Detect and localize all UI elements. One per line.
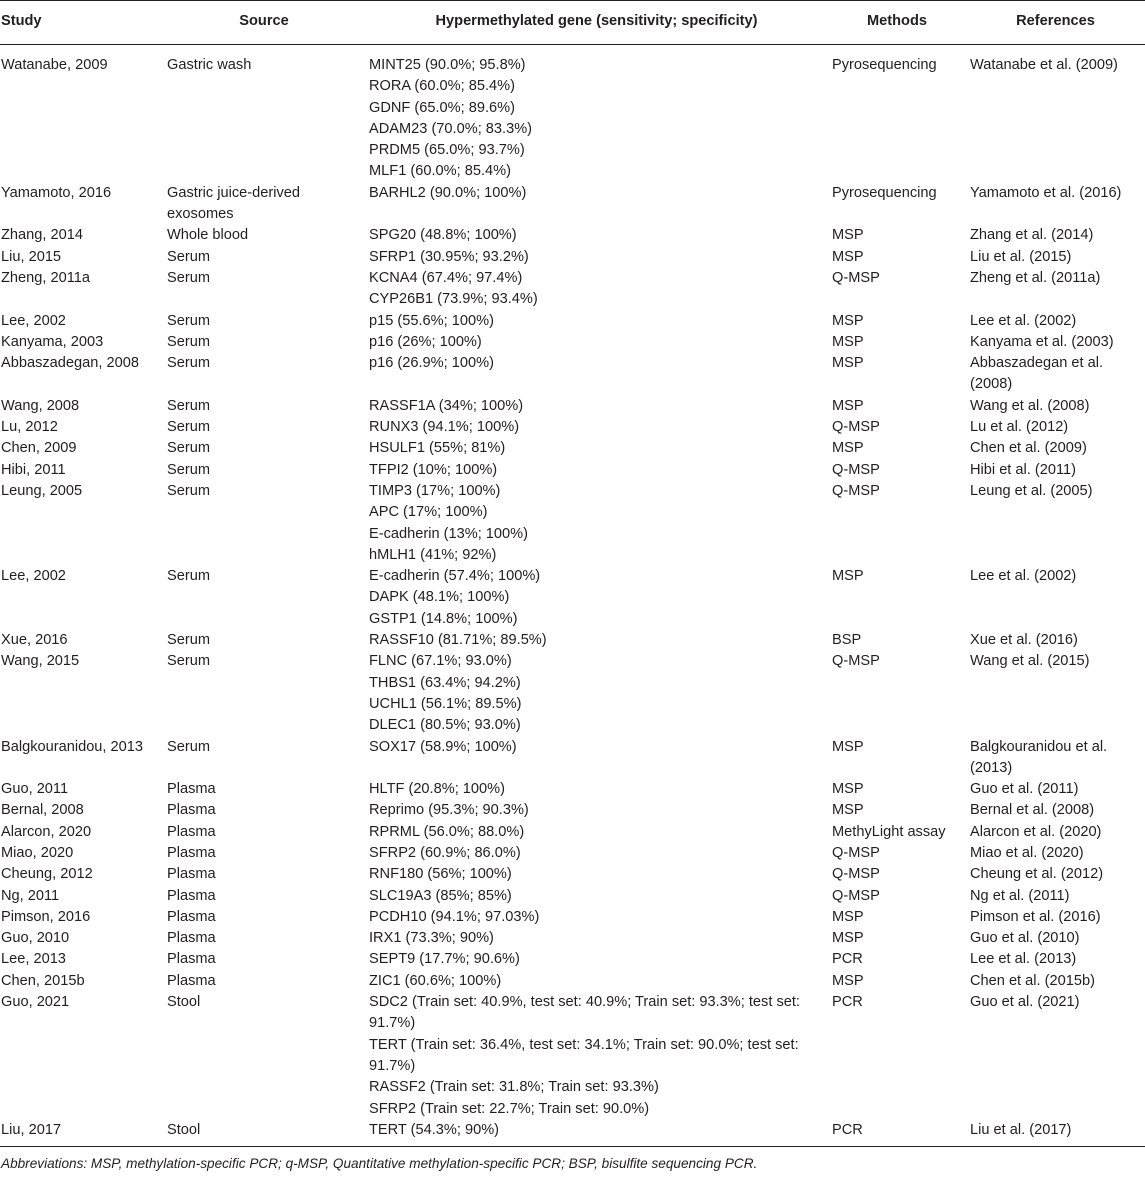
gene-entry: SFRP2 (Train set: 22.7%; Train set: 90.0%) [369,1100,650,1117]
cell-reference: Ng et al. (2011) [970,887,1070,904]
table-row [0,822,1145,843]
cell-genes [365,1120,828,1147]
cell-study: Kanyama, 2003 [1,333,104,350]
table-row [0,779,1145,800]
cell-source: Plasma [167,930,216,947]
cell-genes [365,822,828,843]
cell-study: Yamamoto, 2016 [1,184,112,201]
cell-source: Serum [167,632,210,649]
cell-reference: Chen et al. (2015b) [970,972,1095,989]
gene-entry: CYP26B1 (73.9%; 93.4%) [369,291,538,308]
cell-source: Serum [167,440,210,457]
cell-genes [365,183,828,226]
table-header [0,1,1145,45]
cell-source: Gastric juice-derived exosomes [167,184,301,223]
gene-entry: p15 (55.6%; 100%) [369,312,494,329]
cell-genes [365,651,828,736]
cell-genes [365,737,828,780]
cell-study: Wang, 2008 [1,397,80,414]
cell-source: Plasma [167,844,216,861]
cell-source: Serum [167,482,210,499]
cell-source: Plasma [167,908,216,925]
cell-reference: Kanyama et al. (2003) [970,333,1114,350]
cell-method: Q-MSP [832,887,880,904]
gene-entry: SDC2 (Train set: 40.9%, test set: 40.9%; Train set: 93.3%; test set: 91.7%) [369,994,800,1032]
table-body [0,45,1145,1147]
cell-reference: Liu et al. (2015) [970,248,1072,265]
cell-study: Miao, 2020 [1,844,74,861]
cell-reference: Wang et al. (2008) [970,397,1090,414]
cell-study: Cheung, 2012 [1,866,93,883]
cell-source: Serum [167,397,210,414]
cell-method: Q-MSP [832,461,880,478]
cell-genes [365,311,828,332]
cell-study: Alarcon, 2020 [1,823,92,840]
cell-method: Q-MSP [832,269,880,286]
cell-study: Balgkouranidou, 2013 [1,738,143,755]
cell-genes [365,971,828,992]
cell-study: Lee, 2002 [1,312,66,329]
cell-source: Plasma [167,823,216,840]
cell-genes [365,800,828,821]
table-row [0,247,1145,268]
cell-reference: Xue et al. (2016) [970,632,1078,649]
cell-source: Gastric wash [167,57,252,73]
cell-method: MSP [832,227,864,244]
gene-entry: SLC19A3 (85%; 85%) [369,887,512,904]
cell-source: Serum [167,355,210,372]
table-row [0,992,1145,1120]
gene-entry: RASSF10 (81.71%; 89.5%) [369,632,547,649]
cell-method: MSP [832,930,864,947]
cell-reference: Guo et al. (2010) [970,930,1080,947]
cell-reference: Zhang et al. (2014) [970,227,1094,244]
cell-method: Q-MSP [832,482,880,499]
gene-entry: GDNF (65.0%; 89.6%) [369,99,515,116]
table-row [0,332,1145,353]
cell-study: Zheng, 2011a [1,269,90,286]
gene-entry: p16 (26%; 100%) [369,333,482,350]
cell-study: Zhang, 2014 [1,227,83,244]
cell-reference: Lee et al. (2002) [970,568,1077,585]
cell-genes [365,396,828,417]
cell-genes [365,225,828,246]
table-footnote: Abbreviations: MSP, methylation-specific PCR; q-MSP, Quantitative methylation-specific PCR; BSP, bisulfite sequencing PCR. [1,1156,758,1172]
cell-reference: Yamamoto et al. (2016) [970,184,1122,201]
cell-study: Wang, 2015 [1,653,80,670]
table-row [0,353,1145,396]
cell-study: Liu, 2017 [1,1121,62,1138]
gene-entry: IRX1 (73.3%; 90%) [369,930,494,947]
table-row [0,460,1145,481]
cell-source: Serum [167,738,210,755]
cell-genes [365,460,828,481]
cell-reference: Leung et al. (2005) [970,482,1093,499]
header-methods: Methods [867,13,927,29]
gene-entry: MINT25 (90.0%; 95.8%) [369,57,526,73]
cell-method: Q-MSP [832,866,880,883]
cell-method: Q-MSP [832,653,880,670]
gene-entry: BARHL2 (90.0%; 100%) [369,184,527,201]
header-references: References [1016,13,1095,29]
gene-entry: DAPK (48.1%; 100%) [369,589,510,606]
gene-entry: RUNX3 (94.1%; 100%) [369,419,520,436]
cell-reference: Watanabe et al. (2009) [970,57,1118,73]
gene-entry: ZIC1 (60.6%; 100%) [369,972,502,989]
cell-source: Serum [167,653,210,670]
gene-entry: TERT (54.3%; 90%) [369,1121,500,1138]
table-row [0,630,1145,651]
cell-study: Guo, 2021 [1,994,70,1011]
gene-entry: TIMP3 (17%; 100%) [369,482,501,499]
table-row [0,45,1145,183]
cell-method: MSP [832,568,864,585]
cell-genes [365,843,828,864]
gene-entry: p16 (26.9%; 100%) [369,355,494,372]
cell-genes [365,353,828,396]
cell-source: Serum [167,312,210,329]
cell-study: Liu, 2015 [1,248,62,265]
gene-entry: MLF1 (60.0%; 85.4%) [369,163,511,180]
cell-genes [365,268,828,311]
cell-method: MethyLight assay [832,823,946,840]
gene-entry: SFRP2 (60.9%; 86.0%) [369,844,521,861]
cell-source: Stool [167,1121,201,1138]
cell-source: Serum [167,461,210,478]
cell-source: Plasma [167,951,216,968]
cell-study: Watanabe, 2009 [1,57,108,73]
gene-entry: DLEC1 (80.5%; 93.0%) [369,717,521,734]
cell-source: Plasma [167,972,216,989]
header-study: Study [1,13,42,29]
gene-entry: UCHL1 (56.1%; 89.5%) [369,695,522,712]
cell-study: Lee, 2013 [1,951,66,968]
cell-method: Pyrosequencing [832,184,937,201]
cell-source: Serum [167,419,210,436]
table-row [0,949,1145,970]
cell-genes [365,566,828,630]
table-row [0,311,1145,332]
cell-reference: Guo et al. (2021) [970,994,1080,1011]
cell-genes [365,247,828,268]
cell-study: Ng, 2011 [1,887,60,904]
cell-source: Plasma [167,802,216,819]
gene-entry: THBS1 (63.4%; 94.2%) [369,674,521,691]
cell-genes [365,779,828,800]
cell-source: Whole blood [167,227,249,244]
cell-study: Bernal, 2008 [1,802,84,819]
cell-study: Xue, 2016 [1,632,68,649]
cell-method: Pyrosequencing [832,57,937,73]
cell-reference: Zheng et al. (2011a) [970,269,1101,286]
cell-reference: Lee et al. (2013) [970,951,1077,968]
gene-entry: ADAM23 (70.0%; 83.3%) [369,120,533,137]
cell-method: MSP [832,333,864,350]
cell-method: MSP [832,440,864,457]
cell-reference: Hibi et al. (2011) [970,461,1076,478]
cell-source: Serum [167,269,210,286]
gene-entry: RASSF1A (34%; 100%) [369,397,524,414]
table-row [0,417,1145,438]
cell-genes [365,886,828,907]
gene-entry: E-cadherin (13%; 100%) [369,525,528,542]
cell-method: MSP [832,972,864,989]
cell-reference: Guo et al. (2011) [970,781,1079,798]
cell-genes [365,864,828,885]
cell-source: Plasma [167,887,216,904]
table-row [0,864,1145,885]
gene-entry: SOX17 (58.9%; 100%) [369,738,517,755]
table-row [0,268,1145,311]
table-row [0,225,1145,246]
cell-method: MSP [832,908,864,925]
cell-reference: Miao et al. (2020) [970,844,1084,861]
cell-source: Stool [167,994,201,1011]
header-source: Source [239,13,289,29]
cell-study: Lu, 2012 [1,419,58,436]
table-row [0,183,1145,226]
gene-entry: FLNC (67.1%; 93.0%) [369,653,512,670]
cell-study: Chen, 2009 [1,440,77,457]
cell-source: Serum [167,248,210,265]
table-row [0,800,1145,821]
cell-genes [365,332,828,353]
cell-method: MSP [832,397,864,414]
gene-entry: TERT (Train set: 36.4%, test set: 34.1%; Train set: 90.0%; test set: 91.7%) [369,1036,799,1074]
gene-entry: RORA (60.0%; 85.4%) [369,78,516,95]
cell-reference: Wang et al. (2015) [970,653,1090,670]
gene-entry: PRDM5 (65.0%; 93.7%) [369,142,525,159]
cell-study: Guo, 2011 [1,781,69,798]
table-row [0,843,1145,864]
gene-entry: KCNA4 (67.4%; 97.4%) [369,269,523,286]
cell-method: MSP [832,248,864,265]
cell-method: PCR [832,994,863,1011]
table-row [0,928,1145,949]
table-row [0,886,1145,907]
cell-reference: Lee et al. (2002) [970,312,1077,329]
cell-reference: Lu et al. (2012) [970,419,1069,436]
cell-reference: Abbaszadegan et al. (2008) [970,355,1104,393]
cell-study: Hibi, 2011 [1,461,66,478]
cell-reference: Chen et al. (2009) [970,440,1087,457]
cell-genes [365,45,828,183]
cell-study: Leung, 2005 [1,482,83,499]
gene-entry: RASSF2 (Train set: 31.8%; Train set: 93.3%) [369,1079,659,1096]
gene-entry: HSULF1 (55%; 81%) [369,440,506,457]
cell-method: MSP [832,312,864,329]
cell-study: Abbaszadegan, 2008 [1,355,139,372]
cell-method: MSP [832,781,864,798]
header-row [0,1,1145,45]
cell-genes [365,928,828,949]
cell-method: MSP [832,355,864,372]
table-row [0,651,1145,736]
cell-genes [365,949,828,970]
cell-reference: Cheung et al. (2012) [970,866,1104,883]
gene-entry: RPRML (56.0%; 88.0%) [369,823,525,840]
gene-entry: TFPI2 (10%; 100%) [369,461,498,478]
cell-study: Pimson, 2016 [1,908,91,925]
cell-source: Serum [167,568,210,585]
cell-method: PCR [832,951,863,968]
gene-entry: SEPT9 (17.7%; 90.6%) [369,951,520,968]
cell-reference: Bernal et al. (2008) [970,802,1095,819]
cell-method: PCR [832,1121,863,1138]
cell-source: Plasma [167,866,216,883]
cell-reference: Balgkouranidou et al. (2013) [970,738,1108,776]
cell-method: Q-MSP [832,419,880,436]
table-row [0,971,1145,992]
gene-entry: HLTF (20.8%; 100%) [369,781,505,798]
cell-reference: Alarcon et al. (2020) [970,823,1102,840]
cell-method: MSP [832,738,864,755]
table-row [0,566,1145,630]
cell-source: Serum [167,333,210,350]
gene-entry: APC (17%; 100%) [369,504,488,521]
gene-entry: RNF180 (56%; 100%) [369,866,512,883]
cell-study: Chen, 2015b [1,972,85,989]
cell-genes [365,992,828,1120]
table-row [0,1120,1145,1147]
cell-method: Q-MSP [832,844,880,861]
header-gene: Hypermethylated gene (sensitivity; specificity) [435,13,758,29]
cell-source: Plasma [167,781,216,798]
gene-entry: SFRP1 (30.95%; 93.2%) [369,248,529,265]
table-row [0,438,1145,459]
cell-genes [365,630,828,651]
cell-method: BSP [832,632,862,649]
gene-entry: GSTP1 (14.8%; 100%) [369,610,518,627]
gene-entry: Reprimo (95.3%; 90.3%) [369,802,529,819]
cell-genes [365,438,828,459]
gene-entry: hMLH1 (41%; 92%) [369,546,497,563]
cell-study: Lee, 2002 [1,568,66,585]
cell-reference: Liu et al. (2017) [970,1121,1072,1138]
gene-entry: E-cadherin (57.4%; 100%) [369,568,541,585]
cell-reference: Pimson et al. (2016) [970,908,1101,925]
table-row [0,396,1145,417]
cell-genes [365,481,828,566]
gene-entry: PCDH10 (94.1%; 97.03%) [369,908,540,925]
cell-method: MSP [832,802,864,819]
table-row [0,907,1145,928]
cell-genes [365,417,828,438]
cell-genes [365,907,828,928]
table-row [0,737,1145,780]
gene-entry: SPG20 (48.8%; 100%) [369,227,517,244]
table-row [0,481,1145,566]
cell-study: Guo, 2010 [1,930,70,947]
